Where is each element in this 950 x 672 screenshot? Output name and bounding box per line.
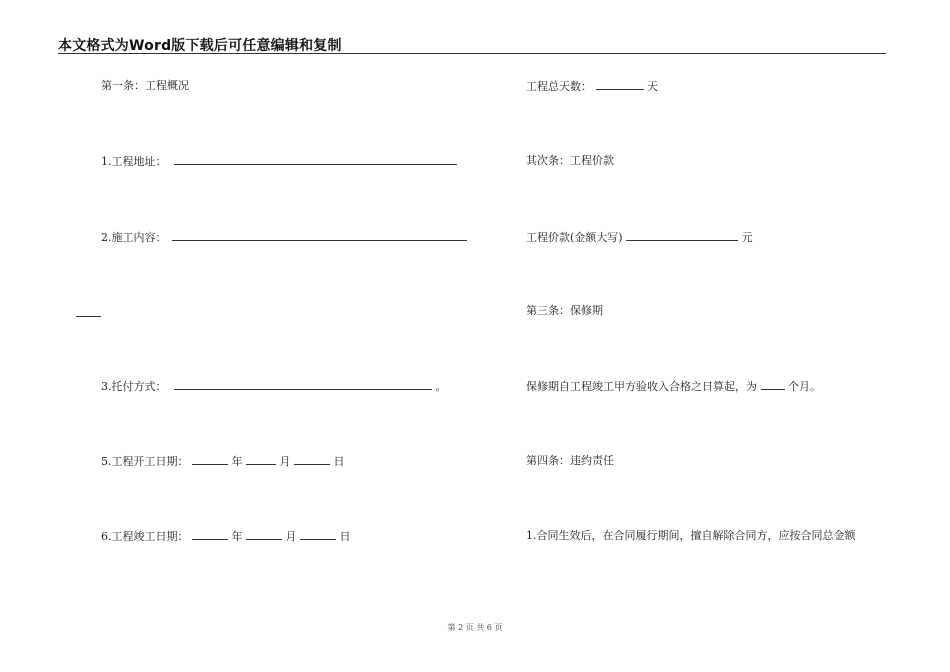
start-day-blank [294,454,330,465]
entrust-method-blank [174,379,432,390]
project-address-row [101,154,457,169]
start-day-label: 日 [333,455,345,468]
construction-content-blank [172,230,467,241]
project-address-label: 1.工程地址： [101,155,167,168]
completion-date-label: 6.工程竣工日期： [101,530,189,543]
completion-day-blank [300,529,336,540]
total-days-row [526,79,658,94]
contract-price-blank [626,230,738,241]
contract-price-label: 工程价款(金额大写) [526,231,623,244]
warranty-row [526,379,821,394]
start-month-blank [246,454,276,465]
completion-year-blank [192,529,228,540]
construction-content-label: 2.施工内容： [101,231,167,244]
project-address-blank [174,154,457,165]
completion-date-row [101,529,351,544]
start-date-row [101,454,345,469]
completion-day-label: 日 [339,530,351,543]
warranty-suffix: 个月。 [788,380,821,393]
start-month-label: 月 [279,455,291,468]
start-year-blank [192,454,228,465]
entrust-method-suffix: 。 [435,380,447,393]
total-days-unit: 天 [647,80,658,93]
warranty-prefix: 保修期自工程竣工甲方验收入合格之日算起，为 [526,380,757,393]
article1-title: 第一条：工程概况 [101,79,189,92]
entrust-method-label: 3.托付方式： [101,380,167,393]
completion-month-blank [246,529,282,540]
completion-year-label: 年 [231,530,243,543]
entrust-method-row [101,379,447,394]
header-divider [58,53,886,54]
article2-title: 其次条：工程价款 [526,154,614,167]
page-number-footer: 第 2 页 共 6 页 [447,623,503,632]
total-days-blank [596,79,644,90]
contract-price-row [526,230,753,245]
breach-clause-text: 1.合同生效后，在合同履行期间，擅自解除合同方，应按合同总金额 [526,529,856,542]
warranty-months-blank [761,379,785,390]
completion-month-label: 月 [285,530,297,543]
contract-price-unit: 元 [741,231,753,244]
construction-content-row [101,230,467,245]
continuation-blank [76,316,101,317]
document-header-title: 本文格式为Word版下载后可任意编辑和复制 [58,38,342,54]
article3-title: 第三条：保修期 [526,304,603,317]
start-year-label: 年 [231,455,243,468]
total-days-label: 工程总天数： [526,80,592,93]
article4-title: 第四条：违约责任 [526,454,614,467]
start-date-label: 5.工程开工日期： [101,455,189,468]
